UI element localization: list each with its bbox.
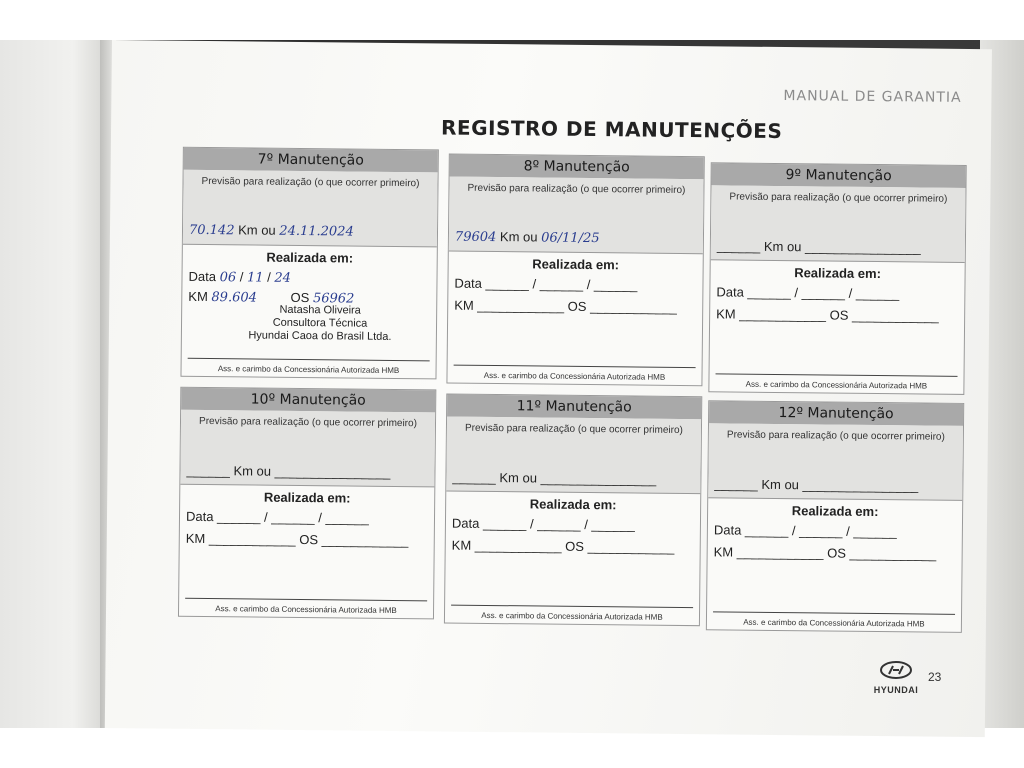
km-label: KM [454, 297, 474, 313]
km-ou-label: Km ou [761, 476, 800, 493]
realizada-label: Realizada em: [263, 489, 351, 506]
card-title: 12º Manutenção [709, 401, 963, 426]
data-label: Data [716, 284, 744, 300]
km-label: KM [451, 537, 472, 553]
maintenance-card-11 [444, 394, 702, 627]
stamp-company: Hyundai Caoa do Brasil Ltda. [248, 329, 392, 343]
signature-line [716, 373, 958, 377]
stamp-name: Natasha Oliveira [279, 303, 361, 317]
os-label: OS [299, 531, 319, 548]
km-label: KM [188, 288, 208, 305]
card-title: 8º Manutenção [450, 155, 704, 180]
data-label: Data [713, 522, 742, 538]
signature-caption: Ass. e carimbo da Concessionária Autorizada HMB [481, 610, 663, 622]
realizada-label: Realizada em: [791, 503, 879, 520]
top-border [0, 0, 1024, 40]
year-value: 24 [274, 270, 292, 286]
realizada-label: Realizada em: [266, 249, 354, 266]
km-value: 89.604 [211, 290, 258, 306]
km-row: KM ____________ OS ____________ [185, 530, 409, 549]
day-value: 06 [219, 270, 237, 286]
realizada-label: Realizada em: [794, 265, 882, 282]
prevision-line [455, 229, 697, 248]
signature-caption: Ass. e carimbo da Concessionária Autorizada HMB [745, 379, 928, 391]
km-label: KM [716, 306, 736, 322]
prevision-label: Previsão para realização (o que ocorrer primeiro) [726, 429, 945, 443]
km-ou-label: Km ou [233, 463, 272, 479]
card-title: 7º Manutenção [184, 148, 438, 173]
km-ou-label: Km ou [499, 470, 538, 486]
realizada-label: Realizada em: [529, 496, 617, 513]
manual-page [105, 40, 992, 737]
signature-caption: Ass. e carimbo da Concessionária Autorizada HMB [217, 364, 400, 376]
signature-line [188, 358, 430, 362]
os-label: OS [827, 545, 847, 561]
km-ou-label: Km ou [238, 222, 276, 238]
month-value: 11 [246, 270, 264, 286]
card-title: 11º Manutenção [447, 395, 701, 420]
data-label: Data [451, 515, 480, 531]
date-prevision: 06/11/25 [541, 230, 600, 247]
os-label: OS [290, 289, 310, 306]
km-ou-label: Km ou [499, 229, 538, 245]
maintenance-card-7 [180, 147, 438, 380]
date-row: Data 06 / 11 / 24 [188, 268, 292, 286]
hyundai-logo [868, 660, 924, 695]
os-label: OS [567, 298, 587, 314]
maintenance-card-12 [706, 400, 964, 633]
os-label: OS [829, 307, 849, 323]
prevision-line [189, 222, 431, 241]
date-row: Data ______ / ______ / ______ [454, 275, 638, 293]
signature-caption: Ass. e carimbo da Concessionária Autorizada HMB [483, 370, 666, 382]
dealer-stamp [222, 303, 418, 344]
brand-text: HYUNDAI [873, 685, 919, 695]
data-label: Data [188, 268, 217, 285]
signature-caption: Ass. e carimbo da Concessionária Autorizada HMB [215, 604, 397, 616]
date-prevision: 24.11.2024 [279, 223, 354, 240]
page-number: 23 [928, 670, 942, 684]
km-row: KM ____________ OS ____________ [451, 537, 675, 555]
prevision-label: Previsão para realização (o que ocorrer primeiro) [467, 182, 686, 197]
km-ou-label: Km ou [763, 238, 802, 255]
prevision-label: Previsão para realização (o que ocorrer primeiro) [199, 415, 417, 430]
signature-caption: Ass. e carimbo da Concessionária Autorizada HMB [743, 617, 925, 629]
prevision-label: Previsão para realização (o que ocorrer primeiro) [464, 422, 683, 436]
km-row: KM ____________ OS ____________ [454, 297, 677, 315]
os-label: OS [565, 538, 585, 554]
prevision-line: ______ Km ou ________________ [716, 238, 921, 256]
prevision-label: Previsão para realização (o que ocorrer primeiro) [729, 191, 948, 205]
manual-header: MANUAL DE GARANTIA [783, 88, 962, 106]
os-value: 56962 [312, 291, 355, 307]
date-row: Data ______ / ______ / ______ [185, 508, 369, 526]
left-page [0, 38, 104, 728]
km-row: KM ____________ OS ____________ [713, 544, 937, 562]
km-label: KM [713, 544, 734, 560]
hyundai-logo-icon [879, 660, 913, 680]
prevision-line: ______ Km ou ________________ [714, 476, 919, 494]
stamp-role: Consultora Técnica [272, 316, 368, 330]
maintenance-card-8 [446, 154, 704, 387]
page-title: REGISTRO DE MANUTENÇÕES [440, 115, 783, 144]
km-prevision: 79604 [454, 229, 497, 246]
signature-line [451, 605, 693, 609]
maintenance-card-9 [708, 162, 966, 395]
km-row: KM ____________ OS ____________ [716, 306, 939, 324]
prevision-label: Previsão para realização (o que ocorrer primeiro) [201, 175, 420, 190]
signature-line [713, 611, 955, 615]
realizada-label: Realizada em: [532, 256, 620, 273]
maintenance-card-10 [178, 387, 436, 620]
km-prevision: 70.142 [188, 222, 235, 239]
date-row: Data ______ / ______ / ______ [716, 284, 900, 302]
date-row: Data ______ / ______ / ______ [451, 515, 635, 533]
signature-line [454, 365, 696, 369]
data-label: Data [185, 508, 214, 525]
signature-line [185, 598, 427, 602]
prevision-line: ______ Km ou ________________ [452, 469, 657, 487]
date-row: Data ______ / ______ / ______ [713, 522, 897, 540]
km-label: KM [185, 530, 206, 547]
card-title: 10º Manutenção [181, 388, 435, 413]
prevision-line: ______ Km ou ________________ [186, 462, 391, 480]
card-title: 9º Manutenção [712, 163, 966, 188]
data-label: Data [454, 275, 483, 291]
